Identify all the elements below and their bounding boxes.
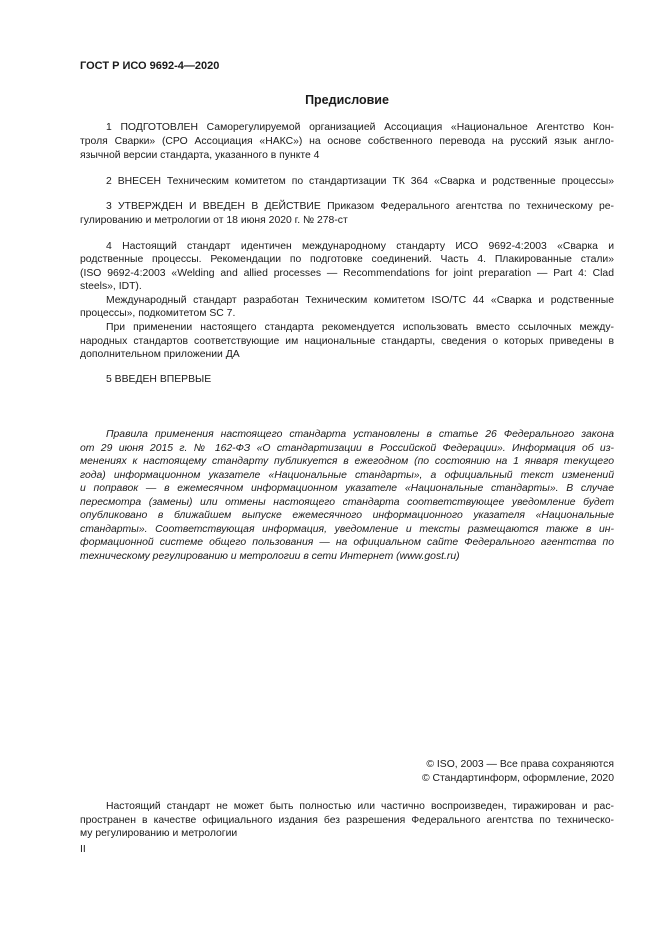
notice-line-8: стандарты». Соответствующая информация, уведомление и тексты размещаются также в ин- (80, 524, 614, 535)
notice-line-3: менениях к настоящему стандарту публикуется в ежегодном (по состоянию на 1 января текущего (80, 456, 614, 467)
section-1-line-2: троля Сварки» (СРО Ассоциация «НАКС») на основе собственного перевода на русский язык англо- (80, 136, 614, 147)
copyright-standartinform: © Стандартинформ, оформление, 2020 (421, 773, 614, 784)
notice-line-10: техническому регулированию и метрологии в сети Интернет (www.gost.ru) (80, 551, 460, 562)
notice-line-1: Правила применения настоящего стандарта установлены в статье 26 Федерального закона (106, 429, 614, 440)
section-4c-line-2: народных стандартов соответствующие им национальные стандарты, сведения о которых приведены в (80, 336, 614, 347)
section-4-line-2: родственные процессы. Рекомендации по подготовке соединений. Часть 4. Плакированные стали» (80, 254, 614, 265)
section-1-line-1: 1 ПОДГОТОВЛЕН Саморегулируемой организацией Ассоциация «Национальное Агентство Кон- (106, 122, 614, 133)
notice-line-9: формационной системе общего пользования — на официальном сайте Федерального агентства по (80, 537, 614, 548)
section-4-line-3: (ISO 9692-4:2003 «Welding and allied processes — Recommendations for joint preparation — Part 4: Clad (80, 268, 614, 279)
section-3-line-1: 3 УТВЕРЖДЕН И ВВЕДЕН В ДЕЙСТВИЕ Приказом Федерального агентства по техническому ре- (106, 201, 614, 212)
section-2-line-1: 2 ВНЕСЕН Техническим комитетом по стандартизации ТК 364 «Сварка и родственные процессы» (106, 176, 614, 187)
section-4c-line-3: дополнительном приложении ДА (80, 349, 240, 360)
notice-line-7: опубликовано в ближайшем выпуске ежемесячного информационного указателя «Национальные (80, 510, 614, 521)
section-4-line-4: steels», IDT). (80, 281, 142, 292)
reproduction-line-3: му регулированию и метрологии (80, 828, 238, 839)
page-title: Предисловие (305, 93, 389, 107)
section-3-line-2: гулированию и метрологии от 18 июня 2020 г. № 278-ст (80, 215, 348, 226)
reproduction-line-2: пространен в качестве официального издания без разрешения Федерального агентства по техническо- (80, 815, 614, 826)
notice-line-5: и поправок — в ежемесячном информационном указателе «Национальные стандарты». В случае (80, 483, 614, 494)
page-number: II (80, 844, 86, 855)
section-4-line-1: 4 Настоящий стандарт идентичен международному стандарту ИСО 9692-4:2003 «Сварка и (106, 241, 614, 252)
section-5-line-1: 5 ВВЕДЕН ВПЕРВЫЕ (106, 374, 212, 385)
reproduction-line-1: Настоящий стандарт не может быть полностью или частично воспроизведен, тиражирован и рас- (106, 801, 614, 812)
notice-line-6: пересмотра (замены) или отмены настоящего стандарта соответствующее уведомление будет (80, 497, 614, 508)
section-1-line-3: язычной версии стандарта, указанного в пункте 4 (80, 150, 320, 161)
section-4b-line-2: процессы», подкомитетом SC 7. (80, 308, 236, 319)
copyright-iso: © ISO, 2003 — Все права сохраняются (426, 759, 614, 770)
standard-number: ГОСТ Р ИСО 9692-4—2020 (80, 60, 220, 72)
section-4c-line-1: При применении настоящего стандарта рекомендуется использовать вместо ссылочных между- (106, 322, 614, 333)
notice-line-4: года) информационном указателе «Национальные стандарты», а официальный текст изменений (80, 470, 614, 481)
notice-line-2: от 29 июня 2015 г. № 162-ФЗ «О стандартизации в Российской Федерации». Информация об из- (80, 443, 614, 454)
section-4b-line-1: Международный стандарт разработан Техническим комитетом ISO/TC 44 «Сварка и родственные (106, 295, 614, 306)
